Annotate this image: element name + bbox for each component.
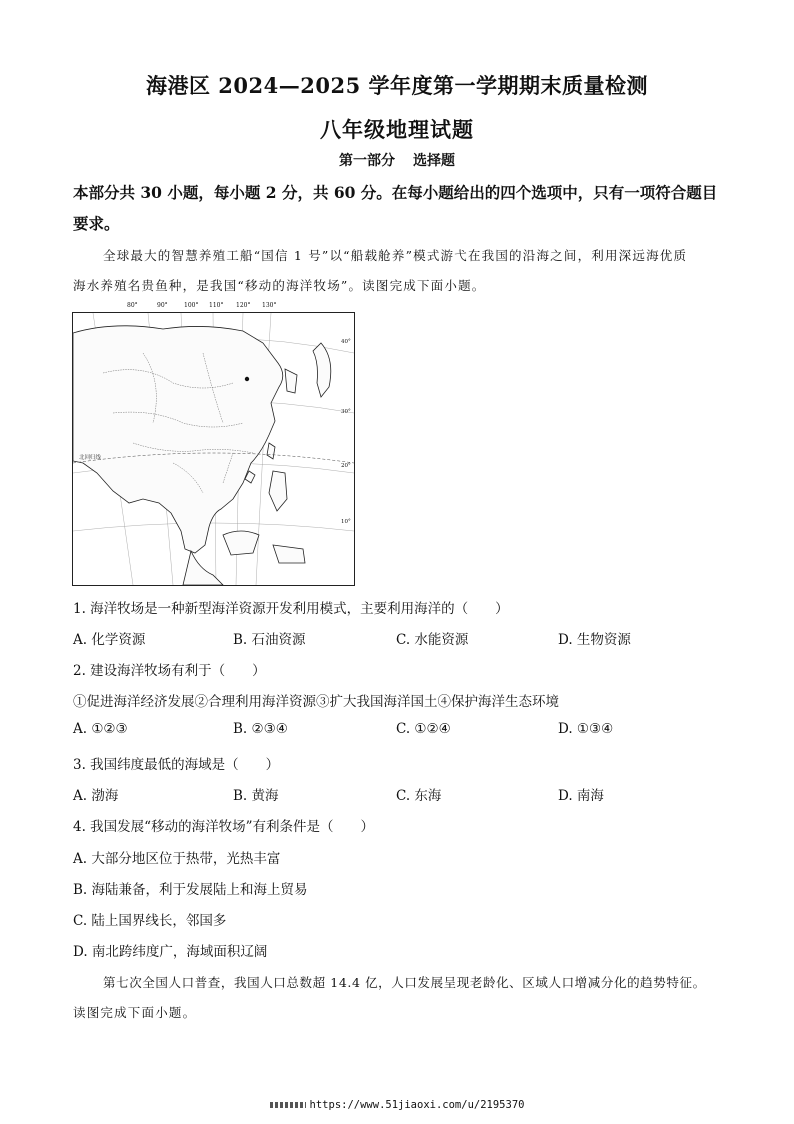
section-type: 选择题 xyxy=(413,153,455,169)
china-asia-map xyxy=(72,312,355,586)
passage-2-line-1: 第七次全国人口普查，我国人口总数超 14.4 亿，人口发展呈现老龄化、区域人口增减分化的趋势特征。 xyxy=(103,975,706,990)
map-lon-label: 110° xyxy=(209,302,224,309)
map-lon-label: 80° xyxy=(127,302,138,309)
exam-title: 海港区 2024—2025 学年度第一学期期末质量检测 xyxy=(145,73,648,98)
question-4-option-d[interactable]: D. 南北跨纬度广，海域面积辽阔 xyxy=(73,944,268,960)
map-land xyxy=(73,326,331,585)
question-2-option-a[interactable]: A. ①②③ xyxy=(73,721,128,737)
map-lon-label: 90° xyxy=(157,302,168,309)
question-1-stem: 1. 海洋牧场是一种新型海洋资源开发利用模式，主要利用海洋的（ ） xyxy=(73,601,509,617)
page-footer xyxy=(0,1099,794,1111)
footer-url[interactable]: https://www.51jiaoxi.com/u/2195370 xyxy=(309,1099,525,1111)
question-1-option-b[interactable]: B. 石油资源 xyxy=(233,632,306,648)
map-lat-label: 10° xyxy=(341,519,351,525)
question-1-option-a[interactable]: A. 化学资源 xyxy=(73,632,146,648)
map-lat-label: 20° xyxy=(341,463,351,469)
instructions-line-1: 本部分共 30 小题，每小题 2 分，共 60 分。在每小题给出的四个选项中，只有一项符合题目 xyxy=(73,183,718,202)
question-4-option-b[interactable]: B. 海陆兼备，利于发展陆上和海上贸易 xyxy=(73,882,308,898)
map-lon-label: 100° xyxy=(184,302,199,309)
question-3-stem: 3. 我国纬度最低的海域是（ ） xyxy=(73,757,280,773)
question-1-option-c[interactable]: C. 水能资源 xyxy=(396,632,469,648)
question-1-option-d[interactable]: D. 生物资源 xyxy=(558,632,631,648)
exam-subtitle: 八年级地理试题 xyxy=(320,117,474,142)
section-name: 第一部分 xyxy=(339,153,395,169)
question-2-statements: ①促进海洋经济发展②合理利用海洋资源③扩大我国海洋国土④保护海洋生态环境 xyxy=(73,694,559,710)
passage-1-line-2: 海水养殖名贵鱼种，是我国“移动的海洋牧场”。读图完成下面小题。 xyxy=(73,278,486,293)
tropic-label: 北回归线 xyxy=(79,455,102,461)
map-lon-label: 130° xyxy=(262,302,277,309)
map-lat-label: 30° xyxy=(341,409,351,415)
map-lon-label: 120° xyxy=(236,302,251,309)
question-2-option-d[interactable]: D. ①③④ xyxy=(558,721,614,737)
instructions-line-2: 要求。 xyxy=(73,214,120,233)
map-drawing xyxy=(73,313,354,585)
question-3-option-b[interactable]: B. 黄海 xyxy=(233,788,279,804)
map-lat-label: 40° xyxy=(341,339,351,345)
question-4-option-a[interactable]: A. 大部分地区位于热带，光热丰富 xyxy=(73,851,281,867)
capital-marker xyxy=(245,377,249,381)
question-2-option-b[interactable]: B. ②③④ xyxy=(233,721,288,737)
question-3-option-c[interactable]: C. 东海 xyxy=(396,788,442,804)
passage-2-line-2: 读图完成下面小题。 xyxy=(73,1005,197,1020)
question-3-option-a[interactable]: A. 渤海 xyxy=(73,788,119,804)
section-heading xyxy=(0,150,794,170)
question-4-option-c[interactable]: C. 陆上国界线长，邻国多 xyxy=(73,913,227,929)
passage-1-line-1: 全球最大的智慧养殖工船“国信 1 号”以“船载舱养”模式游弋在我国的沿海之间，利用深远海优质 xyxy=(103,248,688,263)
question-3-option-d[interactable]: D. 南海 xyxy=(558,788,604,804)
question-2-option-c[interactable]: C. ①②④ xyxy=(396,721,451,737)
question-4-stem: 4. 我国发展“移动的海洋牧场”有利条件是（ ） xyxy=(73,819,374,835)
question-2-stem: 2. 建设海洋牧场有利于（ ） xyxy=(73,663,266,679)
site-logo-icon xyxy=(270,1102,306,1108)
